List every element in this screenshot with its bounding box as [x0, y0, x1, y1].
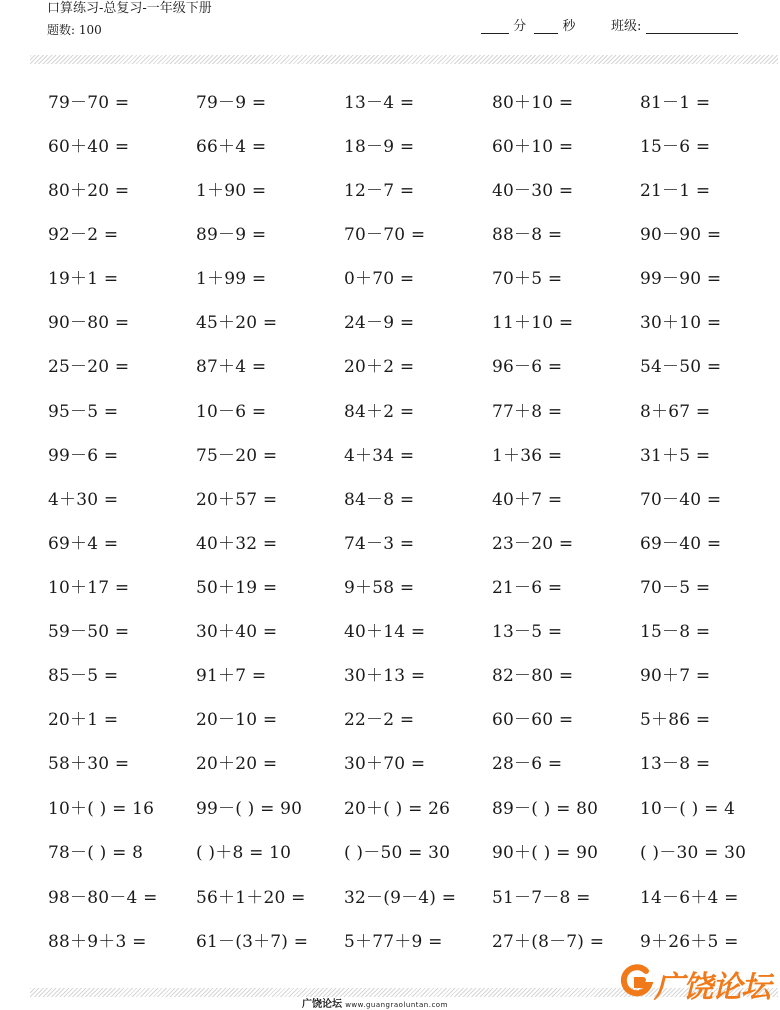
problem-item[interactable]: 58＋30 =: [48, 754, 130, 774]
problem-item[interactable]: 90－80 =: [48, 313, 130, 333]
worksheet-title: 口算练习-总复习-一年级下册: [47, 1, 212, 16]
problem-item[interactable]: 1＋99 =: [196, 269, 267, 289]
problem-item[interactable]: 19＋1 =: [48, 269, 119, 289]
problem-item[interactable]: 40＋32 =: [196, 534, 278, 554]
problem-item[interactable]: 10－6 =: [196, 402, 267, 422]
problem-item[interactable]: 21－1 =: [640, 181, 711, 201]
problem-item[interactable]: 70＋5 =: [492, 269, 563, 289]
problem-item[interactable]: 30＋10 =: [640, 313, 722, 333]
problem-item[interactable]: 1＋36 =: [492, 446, 563, 466]
problem-item[interactable]: 5＋77＋9 =: [344, 932, 443, 952]
problem-row: [48, 485, 780, 525]
problem-item[interactable]: 0＋70 =: [344, 269, 415, 289]
problem-item[interactable]: 1＋90 =: [196, 181, 267, 201]
problem-item[interactable]: 70－40 =: [640, 490, 722, 510]
problem-item[interactable]: 20＋2 =: [344, 357, 415, 377]
problem-item[interactable]: 40＋14 =: [344, 622, 426, 642]
minute-label: 分: [513, 19, 527, 34]
problem-item[interactable]: 40＋7 =: [492, 490, 563, 510]
problem-row: [48, 441, 780, 481]
problem-item[interactable]: 60－60 =: [492, 710, 574, 730]
problem-row: [48, 749, 780, 789]
time-field: [481, 15, 575, 34]
problem-item[interactable]: 69－40 =: [640, 534, 722, 554]
problem-item[interactable]: 10－( ) = 4: [640, 799, 736, 819]
problem-item[interactable]: 12－7 =: [344, 181, 415, 201]
problem-item[interactable]: 99－6 =: [48, 446, 119, 466]
problem-item[interactable]: 77＋8 =: [492, 402, 563, 422]
problem-item[interactable]: 69＋4 =: [48, 534, 119, 554]
problem-row: [48, 661, 780, 701]
problem-item[interactable]: 31＋5 =: [640, 446, 711, 466]
problem-row: [48, 838, 780, 878]
site-logo: [614, 958, 774, 1005]
problem-item[interactable]: 20＋57 =: [196, 490, 278, 510]
problem-item[interactable]: 23－20 =: [492, 534, 574, 554]
problem-item[interactable]: 80＋20 =: [48, 181, 130, 201]
problem-row: [48, 308, 780, 348]
problem-row: [48, 705, 780, 745]
problem-item[interactable]: 13－4 =: [344, 93, 415, 113]
class-field: [611, 15, 738, 34]
problem-item[interactable]: 25－20 =: [48, 357, 130, 377]
problem-item[interactable]: 61－(3＋7) =: [196, 932, 309, 952]
problem-item[interactable]: 85－5 =: [48, 666, 119, 686]
problem-item[interactable]: 89－( ) = 80: [492, 799, 599, 819]
problem-row: [48, 264, 780, 304]
top-divider: [30, 55, 778, 64]
problem-item[interactable]: 40－30 =: [492, 181, 574, 201]
problem-item[interactable]: 4＋34 =: [344, 446, 415, 466]
problem-item[interactable]: 30＋13 =: [344, 666, 426, 686]
problem-item[interactable]: 59－50 =: [48, 622, 130, 642]
problem-item[interactable]: 30＋40 =: [196, 622, 278, 642]
problem-item[interactable]: 27＋(8－7) =: [492, 932, 605, 952]
problem-row: [48, 573, 780, 613]
problem-item[interactable]: 10＋17 =: [48, 578, 130, 598]
problem-item[interactable]: 84＋2 =: [344, 402, 415, 422]
problem-item[interactable]: 66＋4 =: [196, 137, 267, 157]
problem-item[interactable]: 90－90 =: [640, 225, 722, 245]
problem-item[interactable]: 21－6 =: [492, 578, 563, 598]
problem-item[interactable]: 70－5 =: [640, 578, 711, 598]
problem-row: [48, 617, 780, 657]
problem-row: [48, 132, 780, 172]
problem-item[interactable]: 30＋70 =: [344, 754, 426, 774]
problem-item[interactable]: 4＋30 =: [48, 490, 119, 510]
problem-item[interactable]: 98－80－4 =: [48, 888, 158, 908]
problem-item[interactable]: 95－5 =: [48, 402, 119, 422]
problem-item[interactable]: 91＋7 =: [196, 666, 267, 686]
question-count: 题数: 100: [47, 23, 102, 37]
problem-item[interactable]: 96－6 =: [492, 357, 563, 377]
minute-blank[interactable]: [481, 21, 509, 34]
problem-row: [48, 397, 780, 437]
problem-item[interactable]: 10＋( ) = 16: [48, 799, 155, 819]
problem-item[interactable]: 50＋19 =: [196, 578, 278, 598]
problem-item[interactable]: 8＋67 =: [640, 402, 711, 422]
problem-item[interactable]: 90＋7 =: [640, 666, 711, 686]
problem-item[interactable]: 18－9 =: [344, 137, 415, 157]
second-blank[interactable]: [534, 21, 558, 34]
problem-item[interactable]: 79－9 =: [196, 93, 267, 113]
problem-item[interactable]: 13－5 =: [492, 622, 563, 642]
problem-item[interactable]: 82－80 =: [492, 666, 574, 686]
problem-row: [48, 88, 780, 128]
footer-site-name: 广饶论坛: [302, 999, 342, 1010]
problem-row: [48, 883, 780, 923]
problem-item[interactable]: 84－8 =: [344, 490, 415, 510]
problem-item[interactable]: 20＋1 =: [48, 710, 119, 730]
problem-item[interactable]: 99－( ) = 90: [196, 799, 303, 819]
problem-item[interactable]: 20＋( ) = 26: [344, 799, 451, 819]
second-label: 秒: [562, 19, 576, 34]
problem-item[interactable]: 56＋1＋20 =: [196, 888, 306, 908]
logo-wordmark: 广饶论坛: [654, 970, 770, 1005]
problem-item[interactable]: 60＋10 =: [492, 137, 574, 157]
problem-item[interactable]: 92－2 =: [48, 225, 119, 245]
problem-item[interactable]: 14－6＋4 =: [640, 888, 739, 908]
problem-item[interactable]: 60＋40 =: [48, 137, 130, 157]
problem-item[interactable]: 20＋20 =: [196, 754, 278, 774]
problem-item[interactable]: 81－1 =: [640, 93, 711, 113]
problem-item[interactable]: 5＋86 =: [640, 710, 711, 730]
problem-item[interactable]: 99－90 =: [640, 269, 722, 289]
problem-item[interactable]: 13－8 =: [640, 754, 711, 774]
problem-item[interactable]: 74－3 =: [344, 534, 415, 554]
problem-item[interactable]: 75－20 =: [196, 446, 278, 466]
class-blank[interactable]: [646, 21, 738, 34]
problem-item[interactable]: 11＋10 =: [492, 313, 574, 333]
problem-item[interactable]: 20－10 =: [196, 710, 278, 730]
problem-row: [48, 352, 780, 392]
class-label: 班级:: [611, 19, 642, 34]
problem-item[interactable]: 70－70 =: [344, 225, 426, 245]
problem-item[interactable]: 45＋20 =: [196, 313, 278, 333]
problem-row: [48, 529, 780, 569]
problem-row: [48, 794, 780, 834]
problem-item[interactable]: ( )－50 = 30: [344, 843, 451, 863]
problem-item[interactable]: 9＋58 =: [344, 578, 415, 598]
problem-item[interactable]: 15－6 =: [640, 137, 711, 157]
problem-item[interactable]: 51－7－8 =: [492, 888, 591, 908]
footer-site-url: www.guangraoluntan.com: [345, 1001, 448, 1009]
problem-item[interactable]: 22－2 =: [344, 710, 415, 730]
problem-item[interactable]: 28－6 =: [492, 754, 563, 774]
problem-item[interactable]: 24－9 =: [344, 313, 415, 333]
problem-item[interactable]: 32－(9－4) =: [344, 888, 457, 908]
problem-item[interactable]: 88－8 =: [492, 225, 563, 245]
problem-item[interactable]: 9＋26＋5 =: [640, 932, 739, 952]
problem-item[interactable]: 78－( ) = 8: [48, 843, 144, 863]
problem-item[interactable]: 80＋10 =: [492, 93, 574, 113]
problem-item[interactable]: 15－8 =: [640, 622, 711, 642]
problem-item[interactable]: 89－9 =: [196, 225, 267, 245]
problem-item[interactable]: 54－50 =: [640, 357, 722, 377]
problem-item[interactable]: 88＋9＋3 =: [48, 932, 147, 952]
logo-g-icon: [616, 961, 656, 1001]
problem-item[interactable]: 90＋( ) = 90: [492, 843, 599, 863]
problem-item[interactable]: 87＋4 =: [196, 357, 267, 377]
problem-row: [48, 220, 780, 260]
problem-item[interactable]: ( )＋8 = 10: [196, 843, 292, 863]
problem-item[interactable]: ( )－30 = 30: [640, 843, 747, 863]
problem-row: [48, 176, 780, 216]
problem-item[interactable]: 79－70 =: [48, 93, 130, 113]
